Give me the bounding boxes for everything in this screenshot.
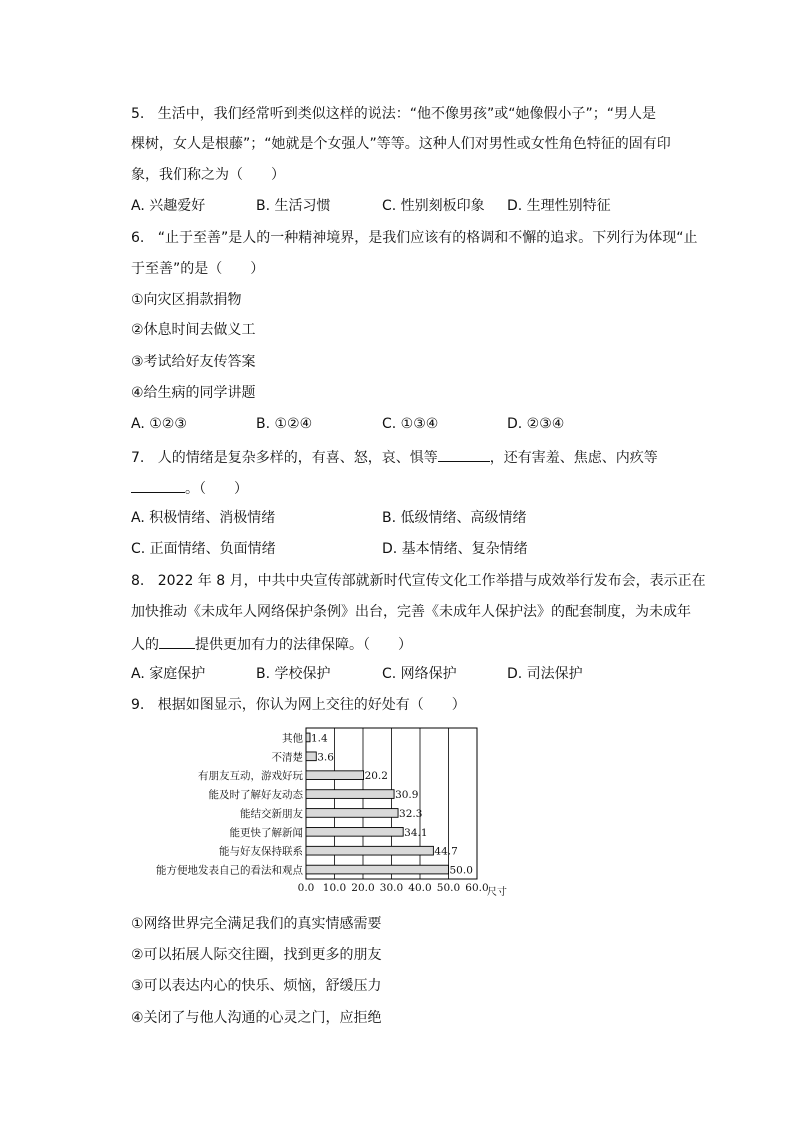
q7-option-b: B. 低级情绪、高级情绪 <box>382 510 527 526</box>
q5-option-b: B. 生活习惯 <box>256 198 331 214</box>
q5-line1: 5. 生活中，我们经常听到类似这样的说法：“他不像男孩”或“她像假小子”；“男人是 <box>131 106 656 122</box>
chart-bar <box>306 865 449 874</box>
chart-value-label: 34.1 <box>404 826 428 839</box>
q8-option-c: C. 网络保护 <box>382 666 457 682</box>
q9-line1: 9. 根据如图显示，你认为网上交往的好处有（ ） <box>131 697 466 713</box>
chart-bar <box>306 846 433 855</box>
chart-category-label: 有朋友互动，游戏好玩 <box>198 770 303 783</box>
q8-option-d: D. 司法保护 <box>507 666 583 682</box>
q5-line3: 象，我们称之为（ ） <box>131 167 285 183</box>
q9-item-2: ②可以拓展人际交往圈，找到更多的朋友 <box>131 947 382 963</box>
chart-x-tick-label: 10.0 <box>322 882 347 894</box>
q5-option-c: C. 性别刻板印象 <box>382 198 485 214</box>
q6-item-1: ①向灾区捐款捐物 <box>131 292 242 308</box>
chart-value-label: 30.9 <box>395 789 419 802</box>
q8-line1: 8. 2022 年 8 月，中共中央宣传部就新时代宣传文化工作举措与成效举行发布会，表示正在 <box>131 573 706 589</box>
chart-value-label: 50.0 <box>449 864 473 877</box>
chart-x-tick-label: 40.0 <box>408 882 432 894</box>
q6-option-b: B. ①②④ <box>256 416 313 432</box>
q7-option-a: A. 积极情绪、消极情绪 <box>131 510 276 526</box>
q7-options-row2 <box>131 539 691 559</box>
q7-blank-1 <box>438 446 490 462</box>
chart-bar <box>306 809 398 818</box>
q7-line1: 7. 人的情绪是复杂多样的，有喜、怒，哀、惧等 ，还有害羞、焦虑、内疚等 <box>131 446 658 468</box>
q8-line3: 人的 提供更加有力的法律保障。（ ） <box>131 633 412 655</box>
chart-bar <box>306 790 394 799</box>
q8-blank <box>159 633 195 649</box>
chart-bar <box>306 771 364 780</box>
q6-item-3: ③考试给好友传答案 <box>131 354 256 370</box>
q7-option-d: D. 基本情绪、复杂情绪 <box>382 541 528 557</box>
q6-option-c: C. ①③④ <box>382 416 439 432</box>
q6-line1: 6. “止于至善”是人的一种精神境界，是我们应该有的格调和不懈的追求。下列行为体现“止 <box>131 230 698 246</box>
q7-line2: 。（ ） <box>131 477 248 499</box>
chart-x-tick-label: 30.0 <box>379 882 404 894</box>
q7-options-row1 <box>131 508 691 528</box>
chart-bar <box>306 752 316 761</box>
chart-x-tick-label: 50.0 <box>436 882 461 894</box>
q9-item-4: ④关闭了与他人沟通的心灵之门，应拒绝 <box>131 1010 382 1026</box>
chart-category-label: 能结交新朋友 <box>240 807 303 820</box>
q8-option-b: B. 学校保护 <box>256 666 331 682</box>
chart-category-label: 不清楚 <box>271 751 303 764</box>
chart-x-axis-label: 尺寸 <box>487 887 507 898</box>
chart-category-label: 能更快了解新闻 <box>229 826 303 839</box>
q5-options <box>131 196 691 216</box>
q6-item-2: ②休息时间去做义工 <box>131 322 256 338</box>
chart-value-label: 3.6 <box>317 751 334 764</box>
q7-option-c: C. 正面情绪、负面情绪 <box>131 541 276 557</box>
q8-options <box>131 664 691 684</box>
q6-option-d: D. ②③④ <box>507 416 565 432</box>
q6-item-4: ④给生病的同学讲题 <box>131 385 256 401</box>
chart-value-label: 44.7 <box>434 845 458 858</box>
chart-category-label: 能方便地发表自己的看法和观点 <box>156 864 303 877</box>
q9-item-1: ①网络世界完全满足我们的真实情感需要 <box>131 916 382 932</box>
chart-x-tick-label: 20.0 <box>351 882 375 894</box>
q5-option-d: D. 生理性别特征 <box>507 198 611 214</box>
chart-category-label: 其他 <box>282 732 303 745</box>
chart-category-label: 能与好友保持联系 <box>219 845 303 858</box>
chart-value-label: 20.2 <box>364 770 388 783</box>
q6-option-a: A. ①②③ <box>131 416 187 432</box>
chart-x-tick-label: 0.0 <box>297 882 315 894</box>
chart-bar <box>306 733 310 742</box>
q7-blank-2 <box>131 477 185 493</box>
q6-line2: 于至善”的是（ ） <box>131 261 265 277</box>
chart-category-label: 能及时了解好友动态 <box>208 789 303 802</box>
q8-option-a: A. 家庭保护 <box>131 666 206 682</box>
chart-x-tick-label: 60.0 <box>465 882 489 894</box>
q8-line2: 加快推动《未成年人网络保护条例》出台，完善《未成年人保护法》的配套制度，为未成年 <box>131 604 691 620</box>
chart-value-label: 1.4 <box>310 732 328 745</box>
q5-line2: 棵树，女人是根藤”；“她就是个女强人”等等。这种人们对男性或女性角色特征的固有印 <box>131 136 671 152</box>
q9-item-3: ③可以表达内心的快乐、烦恼，舒缓压力 <box>131 978 382 994</box>
chart-value-label: 32.3 <box>399 807 423 820</box>
q5-option-a: A. 兴趣爱好 <box>131 198 206 214</box>
q6-options <box>131 414 691 434</box>
network-benefits-bar-chart <box>120 724 540 900</box>
chart-bar <box>306 827 403 836</box>
